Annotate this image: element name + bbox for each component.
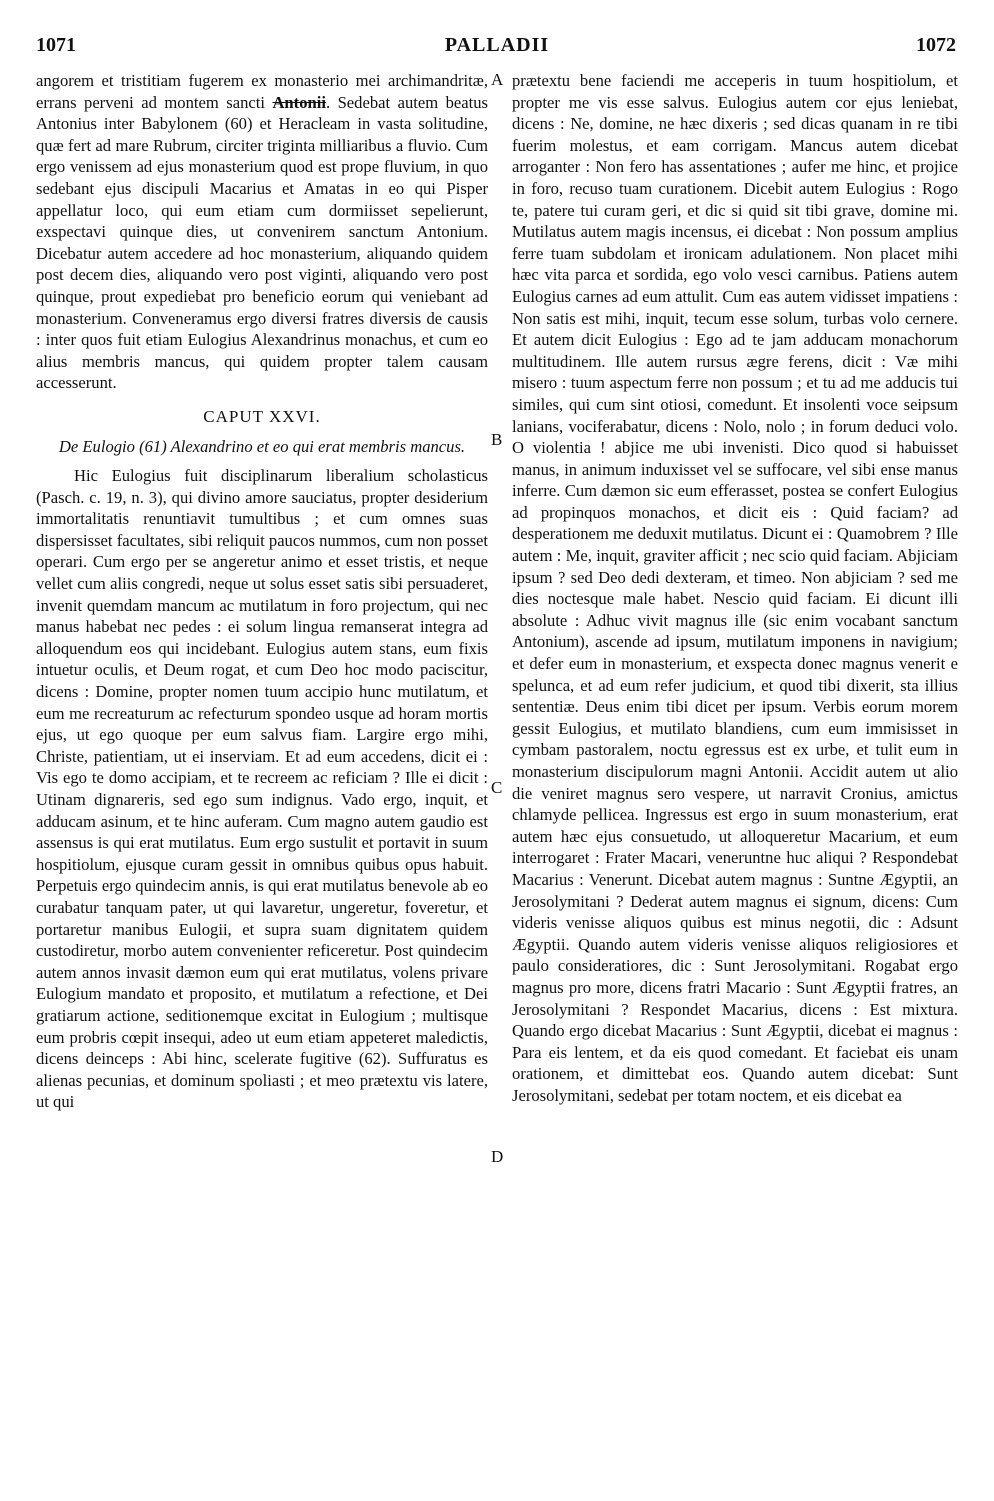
margin-marker-c: C <box>491 778 503 797</box>
opening-paragraph <box>36 70 488 394</box>
running-title: PALLADII <box>444 34 550 56</box>
right-text-column <box>512 70 958 1107</box>
chapter-heading: CAPUT XXVI. <box>203 406 321 426</box>
paragraph-text-start: angorem et tristitiam fugerem ex monasterio mei archimandritæ, errans perveni ad montem sancti <box>36 71 488 112</box>
chapter-subtitle: De Eulogio (61) Alexandrino et eo qui erat membris mancus. <box>58 436 466 456</box>
margin-marker-b: B <box>491 430 503 449</box>
paragraph-text-end: . Sedebat autem beatus Antonius inter Babylonem (60) et Heracleam in vasta solitudine, quæ fert ad mare Rubrum, circiter triginta milliaribus a fluvio. Cum ergo venissem ad ejus monasterium quod est prope fluvium, in quo sedebant ejus discipuli Macarius et Amatas in eo qui Pisper appellatur loco, qui eum etiam cum dormiisset sepelierunt, exspectavi quinque dies, ut convenirem sanctum Antonium. Dicebatur autem accedere ad hoc monasterium, aliquando quidem post decem dies, aliquando vero post viginti, aliquando vero post quinque, prout expediebat pro beneficio eorum qui veniebant ad monasterium. Conveneramus ergo diversi fratres diversis de causis : inter quos fuit etiam Eulogius Alexandrinus monachus, et cum eo alius membris mancus, qui quidem propter talem causam accesserunt. <box>36 92 488 393</box>
margin-marker-d: D <box>491 1147 504 1166</box>
right-page-number: 1072 <box>916 34 956 56</box>
struck-word: Antonii <box>272 92 326 112</box>
margin-marker-a: A <box>491 70 504 89</box>
left-text-column <box>36 70 488 1113</box>
continuation-paragraph: prætextu bene faciendi me acceperis in tuum hospitiolum, et propter me vis esse salvus. Eulogius autem cor ejus leniebat, dicens : Ne, domine, ne hæc dixeris ; sed dicas quanam in re tibi fuerim molestus, et eam corrigam. Mancus autem dicebat arroganter : Non fero has assentationes ; aufer me hinc, et projice in foro, recuso tuam curationem. Dicebit autem Eulogius : Rogo te, patere tui curam geri, et dic si quid sit tibi grave, domine mi. Mutilatus autem magis incensus, ei dicebat : Non possum amplius ferre tuam subdolam et ironicam adulationem. Non placet mihi hæc vita parca et sordida, ego volo vesci carnibus. Patiens autem Eulogius carnes ad eum attulit. Cum eas autem vidisset impatiens : Non satis est mihi, inquit, tecum esse solum, turbas volo cernere. Et autem dicit Eulogius : Ego ad te jam adducam monachorum multitudinem. Ille autem rursus ægre ferens, dicit : Væ mihi misero : tuum aspectum ferre non possum ; et tu ad me adducis tui similes, qui cum sint otiosi, comedunt. Et insolenti voce seipsum lanians, vociferabatur, dicens : Nolo, nolo ; in forum deduci volo. O violentia ! abjice me ubi invenisti. Dico quod si habuisset manus, in animum induxisset vel se suffocare, vel sibi ense manus inferre. Cum dæmon sic eum efferasset, postea se confert Eulogius ad propinquos monachos, et dicit eis : Quid faciam? ad desperationem me deduxit mutilatus. Dicunt ei : Quamobrem ? Ille autem : Me, inquit, graviter afficit ; nec scio quid faciam. Abjiciam ipsum ? sed Deo dedi dexteram, et timeo. Non abjiciam ? sed me dies noctesque male habet. Nescio quid faciam. Ei dicunt illi absolute : Adhuc vivit magnus ille (sic enim vocabant sanctum Antonium), ascende ad ipsum, mutilatum imponens in navigium; et defer eum in monasterium, et exspecta donec magnus venerit e spelunca, et ad eum refer judicium, et quod tibi dixerit, sta illius sententiæ. Deus enim tibi dicet per ipsum. Verbis eorum morem gessit Eulogius, et mutilato blandiens, cum eum immisisset in cymbam pastoralem, noctu egressus est ex urbe, et tulit eum in monasterium discipulorum magni Antonii. Accidit autem ut alio die veniret magnus sero vespere, ut narravit Cronius, amictus chlamyde pellicea. Ingressus est ergo in suum monasterium, erat autem hæc ejus consuetudo, ut alloqueretur Macarium, et eum interrogaret : Frater Macari, veneruntne huc aliqui ? Respondebat Macarius : Venerunt. Dicebat autem magnus : Suntne Ægyptii, an Jerosolymitani ? Dederat autem magnus ei signum, dicens: Cum videris venisse aliquos quibus est minus negotii, dic : Adsunt Ægyptii. Quando autem videris venisse aliquos religiosiores et paulo consideratiores, dic : Sunt Jerosolymitani. Rogabat ergo magnus pro more, dicens fratri Macario : Sunt Ægyptii fratres, an Jerosolymitani ? Respondet Macarius, dicens : Est mixtura. Quando ergo dicebat Macarius : Sunt Ægyptii, dicebat ei magnus : Para eis lentem, et da eis quod comedant. Et faciebat eis unam orationem, et dimittebat eos. Quando autem dicebat: Sunt Jerosolymitani, sedebat per totam noctem, et eis dicebat ea <box>512 71 958 1105</box>
left-page-number: 1071 <box>36 34 76 56</box>
chapter-paragraph: Hic Eulogius fuit disciplinarum liberalium scholasticus (Pasch. c. 19, n. 3), qui divino amore sauciatus, propter desiderium immortalitatis renuntiavit tumultibus ; et cum omnes suas dispersisset facultates, sibi reliquit paucos nummos, cum non posset operari. Cum ergo per se angeretur animo et esset tristis, et neque vellet cum aliis congredi, neque ut solus esset satis sibi persuaderet, invenit quemdam mancum ac mutilatum in foro projectum, qui nec manus habebat nec pedes : ei solum lingua remanserat integra ad alloquendum eos qui incidebant. Eulogius autem stans, eum fixis intuetur oculis, et Deum rogat, et cum Deo hoc modo paciscitur, dicens : Domine, propter nomen tuum accipio hunc mutilatum, et eum me recreaturum ac refecturum spondeo usque ad horam mortis ejus, ut ego quoque per eum salvus fiam. Largire ergo mihi, Christe, patientiam, ut ei inserviam. Et ad eum accedens, dicit ei : Vis ego te domo accipiam, et te recreem ac reficiam ? Ille ei dicit : Utinam dignareris, sed ego sum indignus. Vado ergo, inquit, et adducam asinum, et te hinc auferam. Cum magno autem gaudio est assensus is qui erat mutilatus. Eum ergo sustulit et portavit in suum hospitiolum, ejusque curam gessit in omnibus quibus opus habuit. Perpetuis ergo quindecim annis, is qui erat mutilatus benevole ab eo curabatur tanquam pater, ut qui lavaretur, ungeretur, foveretur, et portaretur manibus Eulogii, et supra suam dignitatem quidem custodiretur, morbo autem convenienter reficeretur. Post quindecim autem annos invasit dæmon eum qui erat mutilatus, volens privare Eulogium mandato et proposito, et mutilatum a refectione, et Dei gratiarum actione, seditionemque excitat in Eulogium ; multisque eum probris cœpit insequi, adeo ut eum etiam appeteret maledictis, dicens deinceps : Abi hinc, scelerate fugitive (62). Suffuratus es alienas pecunias, et dominum spoliasti ; et meo prætextu vis latere, ut qui <box>36 466 488 1112</box>
